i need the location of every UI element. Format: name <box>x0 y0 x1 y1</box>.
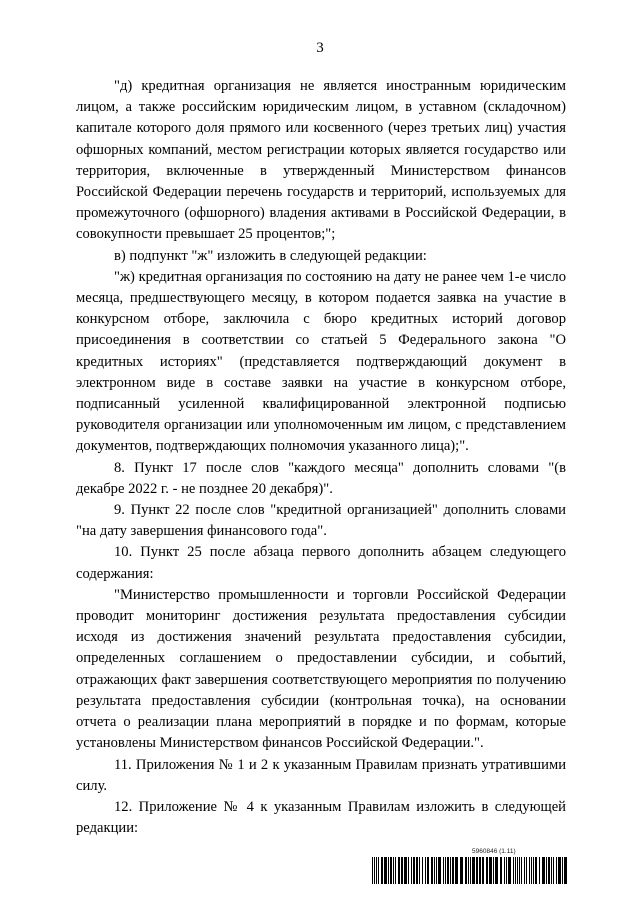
paragraph-item-8: 8. Пункт 17 после слов "каждого месяца" дополнить словами "(в декабре 2022 г. - не позднее 20 декабря)". <box>76 459 566 497</box>
paragraph-item-10: 10. Пункт 25 после абзаца первого дополнить абзацем следующего содержания: <box>76 544 566 582</box>
paragraph-item-9: 9. Пункт 22 после слов "кредитной организацией" дополнить словами "на дату завершения финансового года". <box>76 502 566 540</box>
paragraph-subitem-d: "д) кредитная организация не является иностранным юридическим лицом, а также российским юридическим лицом, в уставном (складочном) капитале которого доля прямого или косвенного (через третьих лиц) участия офшорных компаний, местом регистрации которых является государство или территория, включенные в утвержденный Министерством финансов Российской Федерации перечень государств и территорий, используемых для промежуточного (офшорного) владения активами в Российской Федерации, в совокупности превышает 25 процентов;"; <box>76 78 566 243</box>
page-number: 3 <box>316 40 324 56</box>
paragraph-subitem-zh: "ж) кредитная организация по состоянию на дату не ранее чем 1-е число месяца, предшествующего месяцу, в котором подается заявка на участие в конкурсном отборе, заключила с бюро кредитных историй договор присоединения в соответствии со статьей 5 Федерального закона "О кредитных историях" (представляется подтверждающий документ в электронном виде в составе заявки на участие в конкурсном отборе, подписанный усиленной квалифицированной электронной подписью руководителя организации или уполномоченным им лицом, с представлением документов, подтверждающих полномочия указанного лица);". <box>76 268 566 455</box>
paragraph-subitem-v: в) подпункт "ж" изложить в следующей редакции: <box>114 247 427 264</box>
paragraph-item-11: 11. Приложения № 1 и 2 к указанным Правилам признать утратившими силу. <box>76 756 566 794</box>
paragraph-monitoring: "Министерство промышленности и торговли Российской Федерации проводит мониторинг достижения результата предоставления субсидии исходя из достижения значений результата предоставления субсидии, определенных соглашением о предоставлении субсидии, и событий, отражающих факт завершения соответствующего мероприятия по получению результата предоставления субсидии (контрольная точка), на основании отчета о реализации плана мероприятий в порядке и по формам, которые установлены Министерством финансов Российской Федерации.". <box>76 586 566 752</box>
barcode-image <box>372 857 568 884</box>
document-code: 5960846 (1.11) <box>472 848 516 855</box>
paragraph-item-12: 12. Приложение № 4 к указанным Правилам изложить в следующей редакции: <box>76 798 566 837</box>
document-body <box>76 76 566 839</box>
